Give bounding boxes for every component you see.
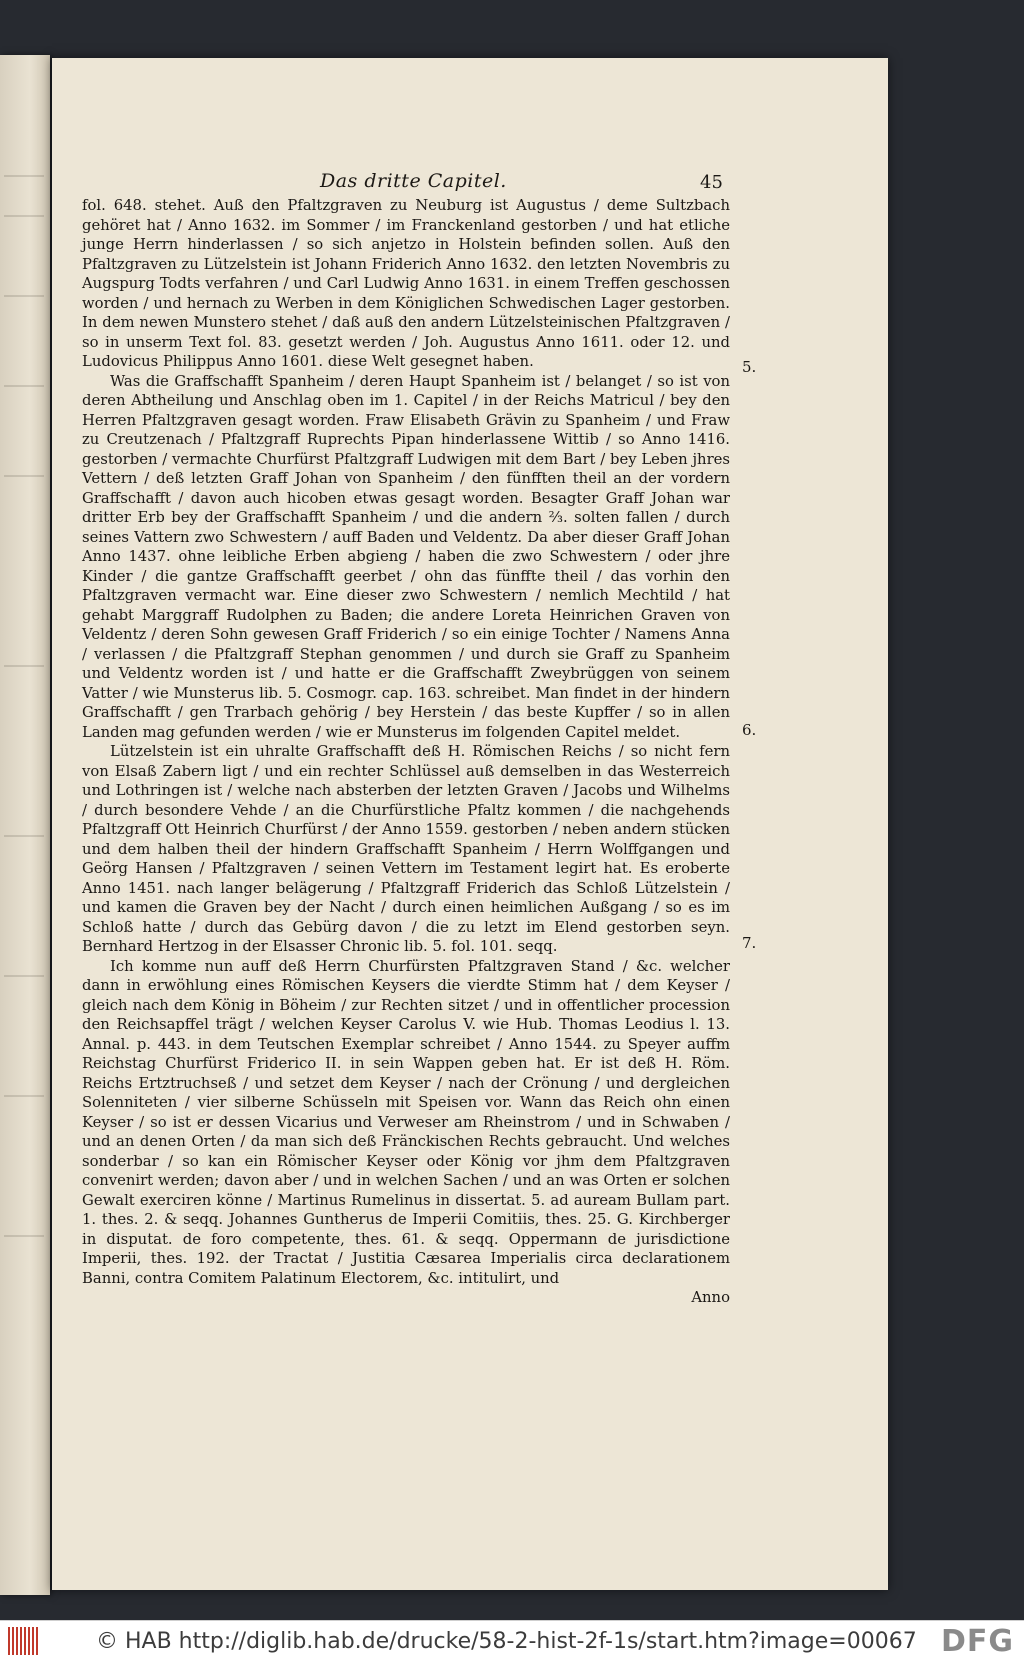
book-page: [52, 58, 888, 1590]
copyright-link[interactable]: © HAB http://diglib.hab.de/drucke/58-2-hist-2f-1s/start.htm?image=00067: [96, 1628, 917, 1654]
paragraph: Lützelstein ist ein uhralte Graffschafft deß H. Römischen Reichs / so nicht fern von Elsaß Zabern ligt / und ein rechter Schlüssel auß demselben in das Westerreich und Lothringen ist / welche nach absterben der letzten Graven / Jacobs und Wilhelms / durch besondere Vehde / an die Churfürstliche Pfaltz kommen / die nachgehends Pfaltzgraff Ott Heinrich Churfürst / der Anno 1559. gestorben / neben andern stücken und dem halben theil der hindern Graffschafft Spanheim / Herrn Wolffgangen und Geörg Hansen / Pfaltzgraven / seinen Vettern im Testament legirt hat. Es eroberte Anno 1451. nach langer belägerung / Pfaltzgraff Friderich das Schloß Lützelstein / und kamen die Graven bey der Nacht / durch einen heimlichen Außgang / so es im Schloß hatte / durch das Gebürg davon / die zu letzt im Elend gestorben seyn. Bernhard Hertzog in der Elsasser Chronic lib. 5. fol. 101. seqq.: [82, 743, 730, 955]
catchword: Anno: [691, 1289, 730, 1306]
footer-bar: [0, 1620, 1024, 1661]
paragraph: Was die Graffschafft Spanheim / deren Haupt Spanheim ist / belanget / so ist von deren Abtheilung und Anschlag oben im 1. Capitel / in der Reichs Matricul / bey den Herren Pfaltzgraven gesagt worden. Fraw Elisabeth Grävin zu Spanheim / und Fraw zu Creutzenach / Pfaltzgraff Ruprechts Pipan hinderlassene Wittib / so Anno 1416. gestorben / vermachte Churfürst Pfaltzgraff Ludwigen mit dem Bart / bey Leben jhres Vettern / deß letzten Graff Johan von Spanheim / den fünfften theil an der vordern Graffschafft / davon auch hicoben etwas gesagt worden. Besagter Graff Johan war dritter Erb bey der Graffschafft Spanheim / und die andern ⅔. solten fallen / durch seines Vattern zwo Schwestern / auff Baden und Veldentz. Da aber dieser Graff Johan Anno 1437. ohne leibliche Erben abgieng / haben die zwo Schwestern / oder jhre Kinder / die gantze Graffschafft geerbet / ohn das fünffte theil / das vorhin den Pfaltzgraven vermacht war. Eine dieser zwo Schwestern / nemlich Mechtild / hat gehabt Marggraff Rudolphen zu Baden; die andere Loreta Heinrichen Graven von Veldentz / deren Sohn gewesen Graff Friderich / so ein einige Tochter / Namens Anna / verlassen / die Pfaltzgraff Stephan genommen / und durch sie Graff zu Spanheim und Veldentz worden ist / und hatte er die Graffschafft Zweybrüggen von seinem Vatter / wie Munsterus lib. 5. Cosmogr. cap. 163. schreibet. Man findet in der hindern Graffschafft / gen Trarbach gehörig / bey Herstein / das beste Kupffer / so in allen Landen mag gefunden werden / wie er Munsterus im folgenden Capitel meldet.: [82, 372, 730, 741]
running-head: [52, 170, 888, 196]
dfg-logo: DFG: [940, 1624, 1014, 1659]
margin-number: 5.: [742, 358, 757, 376]
paragraph: fol. 648. stehet. Auß den Pfaltzgraven zu Neuburg ist Augustus / deme Sultzbach gehöret hat / Anno 1632. im Sommer / im Franckenland gestorben / und hat etliche junge Herrn hinderlassen / so sich anjetzo in Holstein befinden sollen. Auß den Pfaltzgraven zu Lützelstein ist Johann Friderich Anno 1632. den letzten Novembris zu Augspurg Todts verfahren / und Carl Ludwig Anno 1631. in einem Treffen geschossen worden / und hernach zu Werben in dem Königlichen Schwedischen Lager gestorben. In dem newen Munstero stehet / daß auß den andern Lützelsteinischen Pfaltzgraven / so in unserm Text fol. 83. gesetzt werden / Joh. Augustus Anno 1611. oder 12. und Ludovicus Philippus Anno 1601. diese Welt gesegnet haben.: [82, 197, 730, 370]
page-number: 45: [700, 172, 723, 193]
previous-page-edge: [0, 55, 50, 1595]
hab-logo-icon: [0, 1621, 46, 1661]
margin-number: 7.: [742, 934, 757, 952]
margin-number: 6.: [742, 721, 757, 739]
header-title: Das dritte Capitel.: [320, 170, 507, 192]
body-text: [82, 196, 730, 1308]
paragraph: Ich komme nun auff deß Herrn Churfürsten Pfaltzgraven Stand / &c. welcher dann in erwöhlung eines Römischen Keysers die vierdte Stimm hat / dem Keyser / gleich nach dem König in Böheim / zur Rechten sitzet / und in offentlicher procession den Reichsapffel trägt / welchen Keyser Carolus V. wie Hub. Thomas Leodius l. 13. Annal. p. 443. in dem Teutschen Exemplar schreibet / Anno 1544. zu Speyer auffm Reichstag Churfürst Friderico II. in sein Wappen geben hat. Er ist deß H. Röm. Reichs Ertztruchseß / und setzet dem Keyser / nach der Crönung / und dergleichen Solenniteten / vier silberne Schüsseln mit Speisen vor. Wann das Reich ohn einen Keyser / so ist er dessen Vicarius und Verweser am Rheinstrom / und in Schwaben / und an denen Orten / da man sich deß Fränckischen Rechts gebraucht. Und welches sonderbar / so kan ein Römischer Keyser oder König vor jhm dem Pfaltzgraven convenirt werden; davon aber / und in welchen Sachen / und an was Orten er solchen Gewalt exerciren könne / Martinus Rumelinus in dissertat. 5. ad auream Bullam part. 1. thes. 2. & seqq. Johannes Guntherus de Imperii Comitiis, thes. 25. G. Kirchberger in disputat. de foro competente, thes. 61. & seqq. Oppermann de jurisdictione Imperii, thes. 192. der Tractat / Justitia Cæsarea Imperialis circa declarationem Banni, contra Comitem Palatinum Electorem, &c. intitulirt, und: [82, 957, 730, 1287]
